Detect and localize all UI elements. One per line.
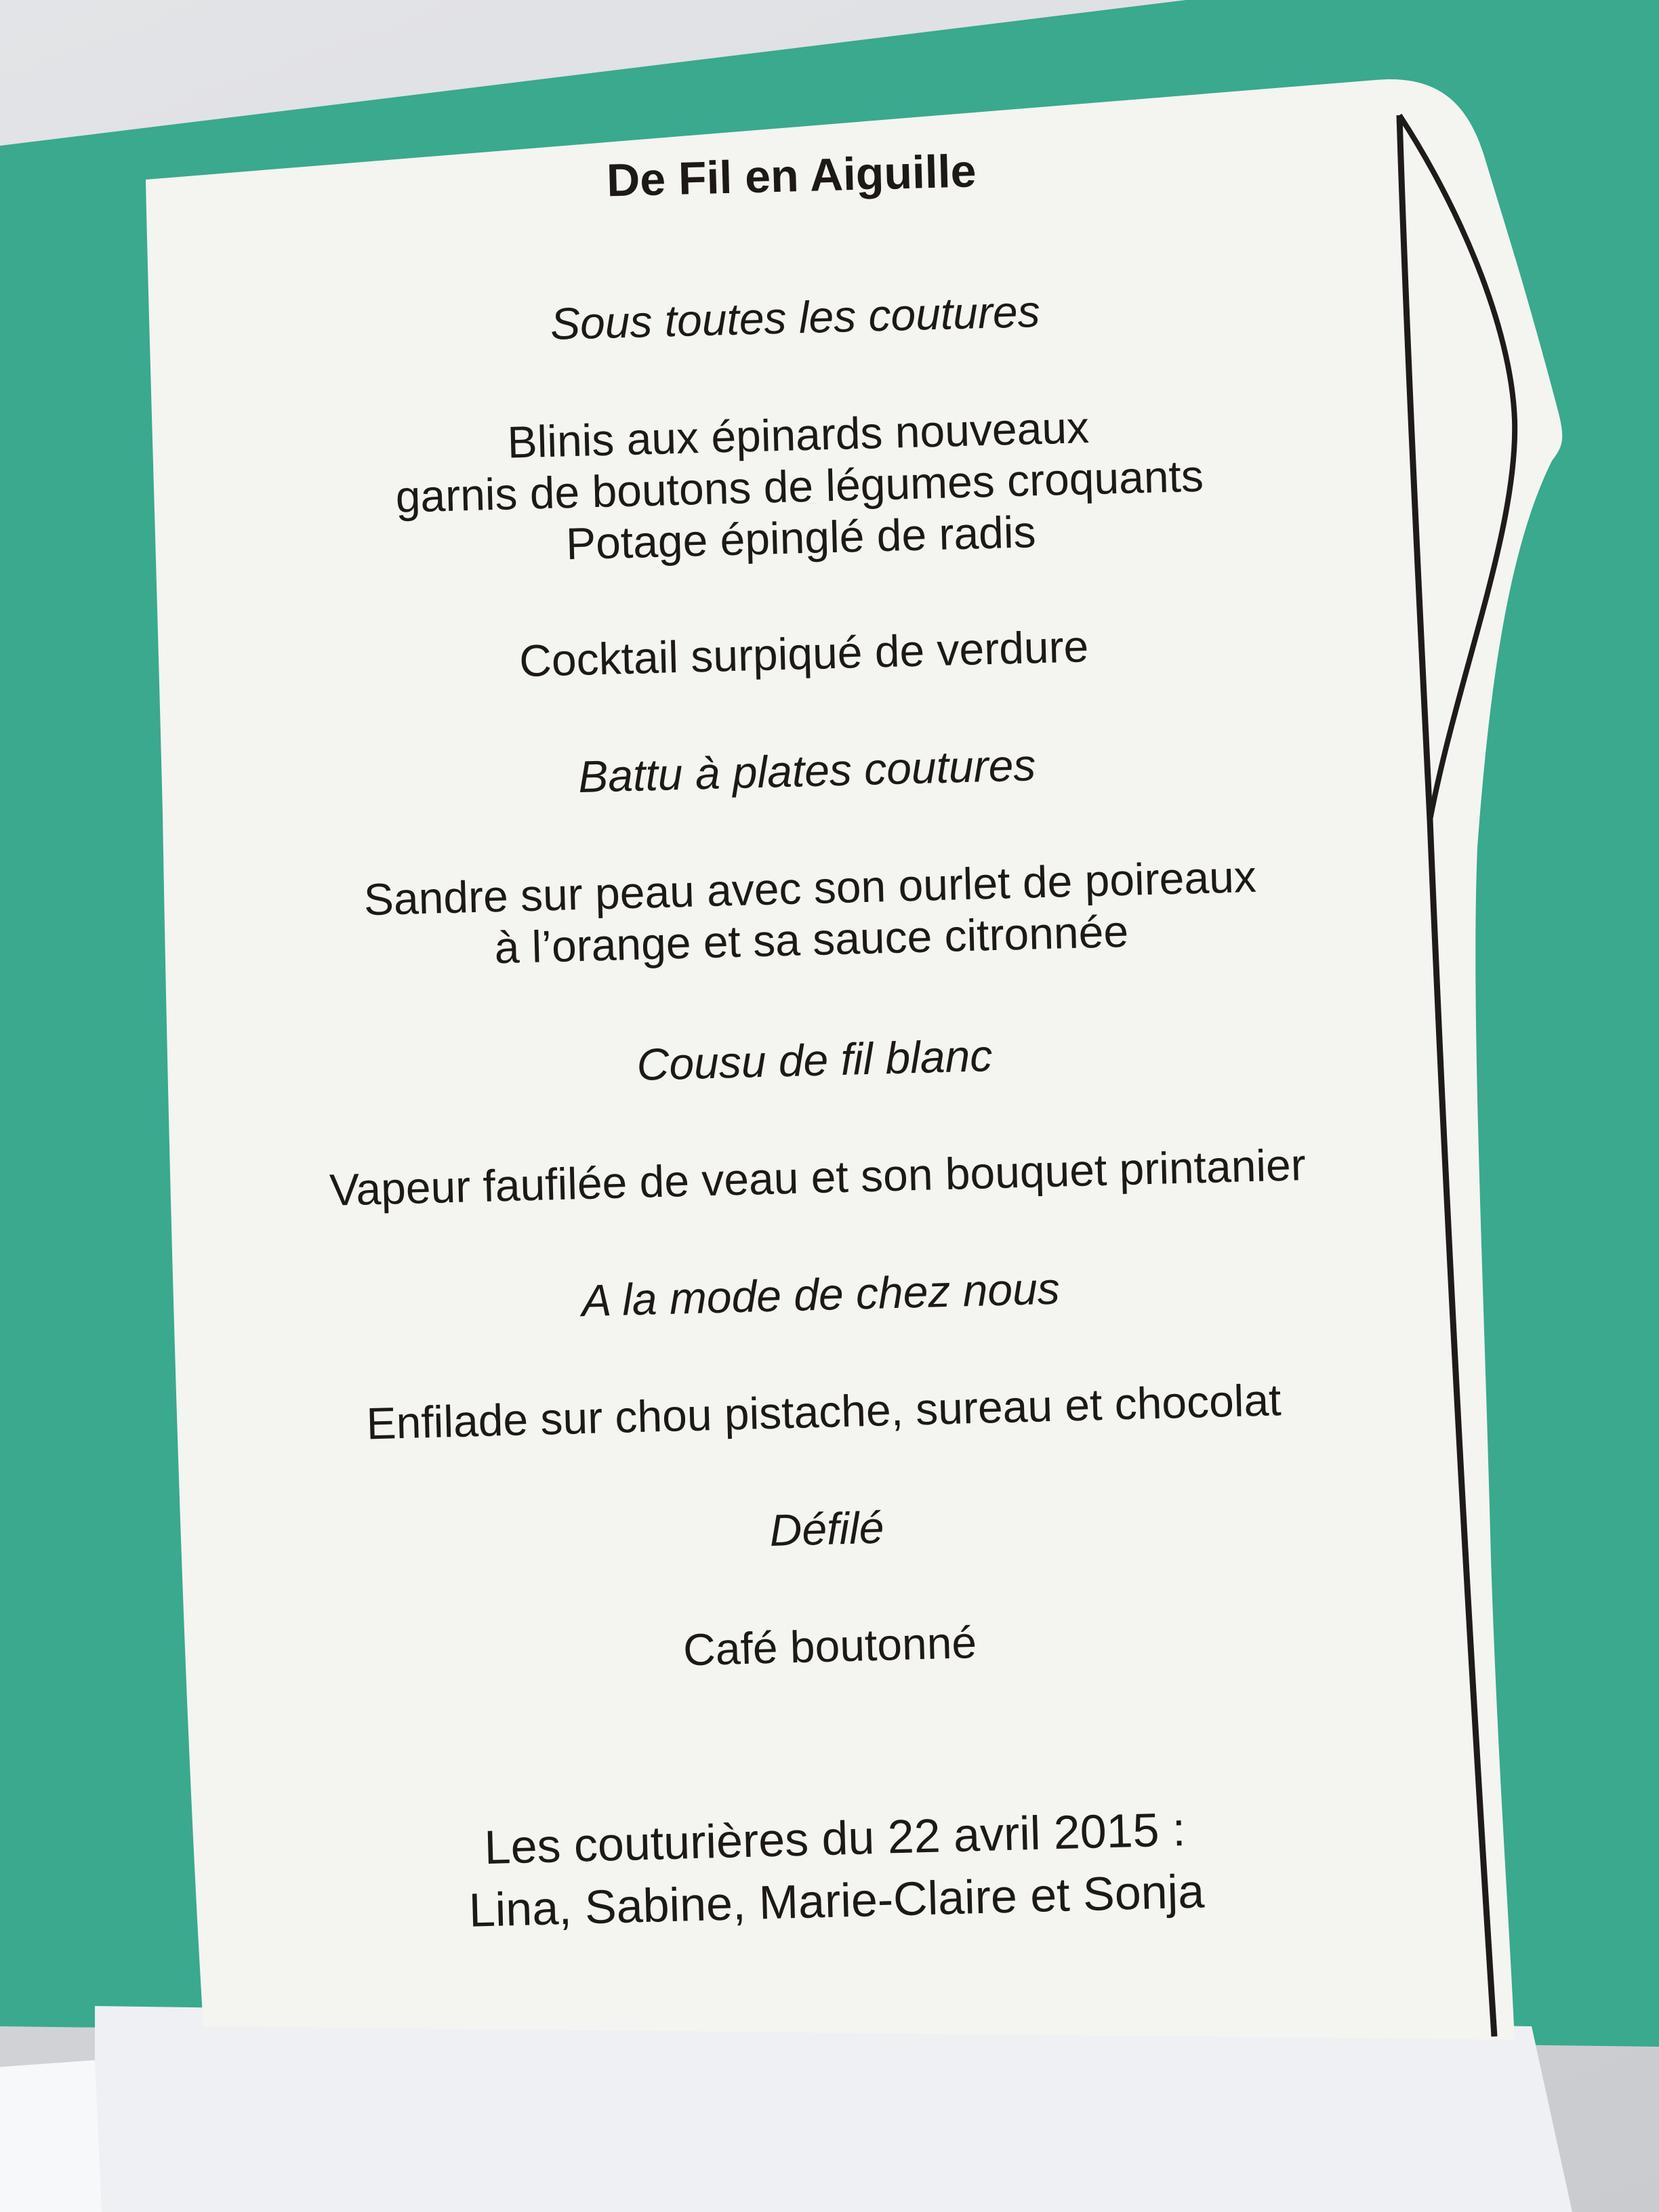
dish-1-line-3: Potage épinglé de radis (565, 506, 1037, 569)
dish-1-line-1: Blinis aux épinards nouveaux (506, 402, 1090, 468)
dish-3-line-2: à l’orange et sa sauce citronnée (493, 905, 1129, 973)
footer-line-1: Les couturières du 22 avril 2015 : (483, 1803, 1187, 1875)
section-heading-5: Défilé (769, 1502, 885, 1555)
dish-3-line-1: Sandre sur peau avec son ourlet de poireaux (363, 851, 1257, 925)
dish-4: Vapeur faufilée de veau et son bouquet printanier (329, 1139, 1307, 1215)
menu-title: De Fil en Aiguille (606, 145, 977, 207)
dish-6: Café boutonné (682, 1617, 977, 1675)
menu-content (180, 113, 1447, 1948)
dish-2: Cocktail surpiqué de verdure (518, 621, 1090, 687)
dish-1-line-2: garnis de boutons de légumes croquants (394, 450, 1204, 522)
dish-5: Enfilade sur chou pistache, sureau et chocolat (365, 1374, 1282, 1449)
section-heading-2: Battu à plates coutures (577, 739, 1037, 802)
section-heading-3: Cousu de fil blanc (636, 1030, 994, 1090)
footer-line-2: Lina, Sabine, Marie-Claire et Sonja (468, 1864, 1206, 1937)
folded-paper-edge (0, 2060, 102, 2212)
section-heading-1: Sous toutes les coutures (550, 285, 1041, 349)
section-heading-4: A la mode de chez nous (581, 1263, 1061, 1326)
